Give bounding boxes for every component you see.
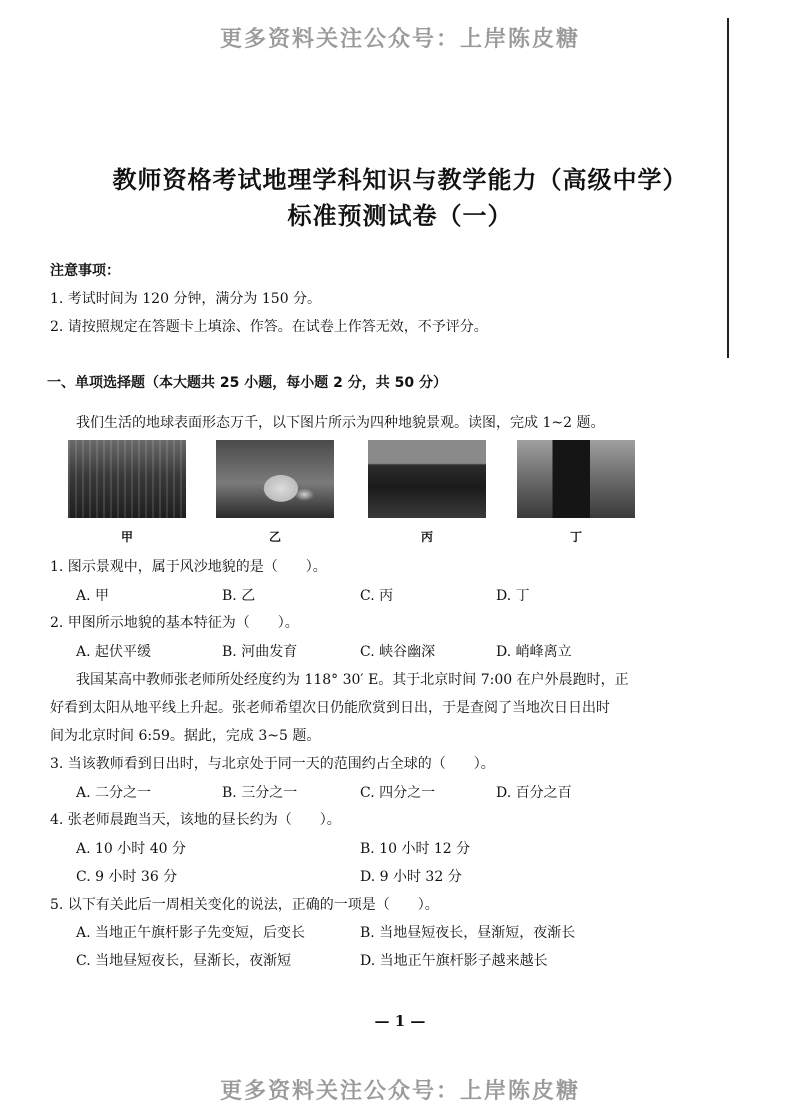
photo-caption-ding: 丁 (569, 530, 582, 544)
question-2-option-b: B. 河曲发育 (222, 644, 298, 660)
photo-caption-bing: 丙 (420, 530, 433, 544)
question-5-option-b: B. 当地昼短夜长，昼渐短，夜渐长 (360, 925, 576, 941)
landform-photo-bing (368, 440, 486, 518)
note-item-1: 1. 考试时间为 120 分钟，满分为 150 分。 (50, 291, 322, 307)
question-3-option-c: C. 四分之一 (360, 785, 436, 801)
question-2-stem: 2. 甲图所示地貌的基本特征为（ ）。 (50, 615, 299, 631)
question-5-stem: 5. 以下有关此后一周相关变化的说法，正确的一项是（ ）。 (50, 897, 439, 913)
photo-caption-jia: 甲 (120, 530, 133, 544)
exam-title: 教师资格考试地理学科知识与教学能力（高级中学） (112, 166, 688, 194)
question-4-option-b: B. 10 小时 12 分 (360, 841, 471, 857)
question-1-option-a: A. 甲 (76, 588, 110, 604)
watermark-bottom: 更多资料关注公众号：上岸陈皮糖 (219, 1079, 580, 1104)
landform-photo-jia (68, 440, 186, 518)
question-4-option-c: C. 9 小时 36 分 (76, 869, 178, 885)
question-1-option-b: B. 乙 (222, 588, 256, 604)
question-2-option-d: D. 峭峰离立 (496, 644, 572, 660)
question-2-option-a: A. 起伏平缓 (76, 644, 152, 660)
question-3-option-a: A. 二分之一 (76, 785, 152, 801)
question-3-stem: 3. 当该教师看到日出时，与北京处于同一天的范围约占全球的（ ）。 (50, 756, 495, 772)
question-1-stem: 1. 图示景观中，属于风沙地貌的是（ ）。 (50, 559, 327, 575)
exam-subtitle: 标准预测试卷（一） (287, 202, 513, 230)
passage-line-1: 我国某高中教师张老师所处经度约为 118° 30′ E。其于北京时间 7:00 在户外晨跑时，正 (76, 672, 629, 688)
passage-line-3: 间为北京时间 6:59。据此，完成 3~5 题。 (50, 728, 321, 744)
question-4-option-a: A. 10 小时 40 分 (76, 841, 186, 857)
question-5-option-a: A. 当地正午旗杆影子先变短，后变长 (76, 925, 306, 941)
question-1-option-c: C. 丙 (360, 588, 394, 604)
photo-intro: 我们生活的地球表面形态万千，以下图片所示为四种地貌景观。读图，完成 1~2 题。 (76, 415, 605, 431)
question-3-option-d: D. 百分之百 (496, 785, 572, 801)
question-4-option-d: D. 9 小时 32 分 (360, 869, 462, 885)
section-heading: 一、单项选择题（本大题共 25 小题，每小题 2 分，共 50 分） (47, 375, 447, 391)
landform-photo-yi (216, 440, 334, 518)
passage-line-2: 好看到太阳从地平线上升起。张老师希望次日仍能欣赏到日出，于是查阅了当地次日日出时 (50, 700, 610, 716)
question-1-option-d: D. 丁 (496, 588, 530, 604)
question-3-option-b: B. 三分之一 (222, 785, 298, 801)
landform-photo-ding (517, 440, 635, 518)
photo-caption-yi: 乙 (268, 530, 281, 544)
question-5-option-c: C. 当地昼短夜长，昼渐长，夜渐短 (76, 953, 292, 969)
notes-heading: 注意事项： (50, 263, 120, 279)
page-number: — 1 — (374, 1012, 426, 1030)
note-item-2: 2. 请按照规定在答题卡上填涂、作答。在试卷上作答无效，不予评分。 (50, 319, 488, 335)
watermark-top: 更多资料关注公众号：上岸陈皮糖 (219, 27, 580, 52)
question-5-option-d: D. 当地正午旗杆影子越来越长 (360, 953, 548, 969)
question-4-stem: 4. 张老师晨跑当天，该地的昼长约为（ ）。 (50, 812, 341, 828)
question-2-option-c: C. 峡谷幽深 (360, 644, 436, 660)
